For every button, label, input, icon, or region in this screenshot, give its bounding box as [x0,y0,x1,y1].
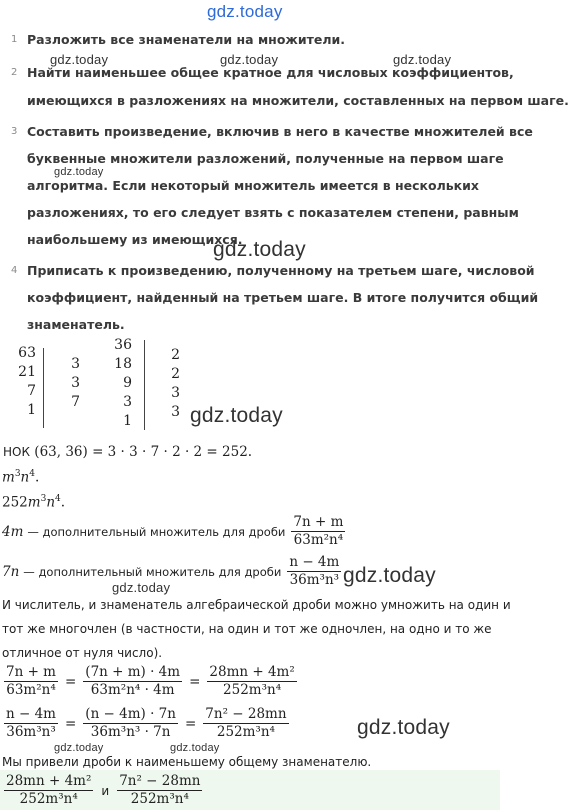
additional-multiplier-1 [2,514,347,549]
watermark: gdz.today [213,238,306,261]
final-answer [2,773,204,808]
fraction-numerator: (7n + m) · 4m [85,664,181,680]
step-number: 1 [11,34,18,45]
fraction [291,514,345,549]
fraction [83,664,182,699]
factor-value: 1 [123,413,132,429]
letter-m: m [2,469,15,486]
multiplier-value: 7n [2,563,20,580]
fraction-numerator: 7n + m [293,514,344,530]
rule-text: тот же многочлен (в частности, на один и тот же одночлен, на одно и то же [2,622,492,636]
factor-value: 2 [171,347,180,363]
fraction-denominator: 36m³n³ · 7n [90,724,171,740]
factor-value: 3 [171,404,180,420]
fraction [4,773,93,808]
factor-column [162,346,180,422]
step-text: алгоритма. Если некоторый множитель имеется в нескольких [27,178,479,193]
rule-text: И числитель, и знаменатель алгебраической дроби можно умножить на один и [2,598,511,612]
fraction [4,664,58,699]
fraction [83,706,178,741]
fraction-numerator: (n − 4m) · 7n [85,706,176,722]
watermark: gdz.today [220,52,279,67]
divider-line [43,348,44,428]
watermark-top: gdz.today [207,2,283,21]
letter-n: n [46,494,56,511]
step-text: наибольшему из имеющихся. [27,232,243,247]
step-text: Приписать к произведению, полученному на третьем шаге, числовой [27,263,535,278]
fraction-denominator: 252m³n⁴ [216,724,275,740]
fraction-denominator: 36m³n³ [289,572,340,588]
period: . [60,494,66,511]
factor-value: 7 [27,383,36,399]
factor-column [108,336,132,431]
factor-value: 2 [171,366,180,382]
watermark: gdz.today [54,742,104,754]
lcm-args: (63, 36) [34,444,88,460]
step-text: коэффициент, найденный на третьем шаге. В итоге получится общий [27,290,539,305]
watermark: gdz.today [50,52,109,67]
factor-column [14,344,36,420]
factor-value: 21 [18,364,36,380]
factor-value: 3 [71,375,80,391]
letter-m: m [27,494,41,511]
multiplier-value: 4m [2,523,24,540]
divider-line [144,340,145,430]
factor-value: 3 [123,394,132,410]
fraction-numerator: 7n + m [6,664,56,680]
watermark: gdz.today [343,564,436,587]
factor-value: 3 [171,385,180,401]
common-denominator: $252m^3n^4$. [2,494,66,511]
step-text: Разложить все знаменатели на множители. [27,32,345,47]
watermark: gdz.today [190,404,283,427]
conclusion-text: Мы привели дроби к наименьшему общему знаменателю. [2,755,372,769]
fraction-denominator: 63m²n⁴ [293,532,344,548]
conjunction: и [101,783,110,798]
fraction-denominator: 36m³n³ [6,724,56,740]
fraction [117,773,202,808]
lcm-expression: = 3 · 3 · 7 · 2 · 2 = 252. [92,444,253,460]
watermark: gdz.today [112,580,171,595]
step-text: Составить произведение, включив в него в качестве множителей все [27,124,533,139]
watermark: gdz.today [357,716,450,739]
step-text: буквенные множители разложений, полученные на первом шаге [27,151,504,166]
coefficient: 252 [2,494,28,511]
watermark: gdz.today [170,742,220,754]
step-text: Найти наименьшее общее кратное для числовых коэффициентов, [27,65,514,80]
equation-2: $\frac{n - 4m}{\text{36m³n³}}$ = $\frac{(n - 4m) \cdot 7n}{\text{36m³n³ · 7n}}$ = $\frac{\text{7n² − 28mn}}{\text{252m³n⁴}}$ [6,706,287,740]
factor-value: 36 [114,337,132,353]
factor-value: 1 [27,402,36,418]
step-text: знаменатель. [27,317,125,332]
fraction-numerator: n − 4m [289,554,340,570]
fraction-denominator: 252m³n⁴ [130,791,189,807]
factor-value: 7 [71,394,80,410]
multiplier-text: — дополнительный множитель для дроби [23,564,282,579]
step-number: 2 [11,67,18,78]
fraction [207,664,296,699]
factor-value: 18 [114,356,132,372]
step-number: 4 [11,265,18,276]
fraction-denominator: 63m²n⁴ · 4m [90,682,175,698]
fraction [287,554,341,589]
fraction-numerator: 7n² − 28mn [205,706,287,722]
rule-text: отличное от нуля число). [2,646,163,660]
multiplier-text: — дополнительный множитель для дроби [27,524,286,539]
factor-value: 63 [18,345,36,361]
factor-column [62,355,80,412]
step-number: 3 [11,126,18,137]
fraction-denominator: 252m³n⁴ [19,791,78,807]
additional-multiplier-2 [2,554,343,589]
fraction [203,706,288,741]
fraction-denominator: 63m²n⁴ [6,682,56,698]
equation-1: $\frac{7n + m}{\text{63m²n⁴}}$ = $\frac{(7n + m) \cdot 4m}{\text{63m²n⁴ · 4m}}$ = $\frac{\text{28mn + 4m²}}{\text{252m³n⁴}}$ [6,664,295,698]
fraction-numerator: 7n² − 28mn [119,773,201,789]
factor-value: 3 [71,356,80,372]
step-text: имеющихся в разложениях на множители, составленных на первом шаге. [27,93,569,108]
factor-value: 9 [123,375,132,391]
step-text: разложениях, то его следует взять с показателем степени, равным [27,205,519,220]
letter-n: n [20,469,30,486]
fraction-numerator: 28mn + 4m² [6,773,92,789]
watermark: gdz.today [54,166,104,178]
watermark: gdz.today [393,52,452,67]
fraction [4,706,58,741]
fraction-numerator: n − 4m [6,706,56,722]
lcm-prefix: НОК [3,445,30,459]
fraction-numerator: 28mn + 4m² [209,664,295,680]
fraction-denominator: 252m³n⁴ [223,682,282,698]
lcm-line [3,444,252,460]
letter-product: $m^3n^4$. [2,469,40,486]
period: . [34,469,40,486]
